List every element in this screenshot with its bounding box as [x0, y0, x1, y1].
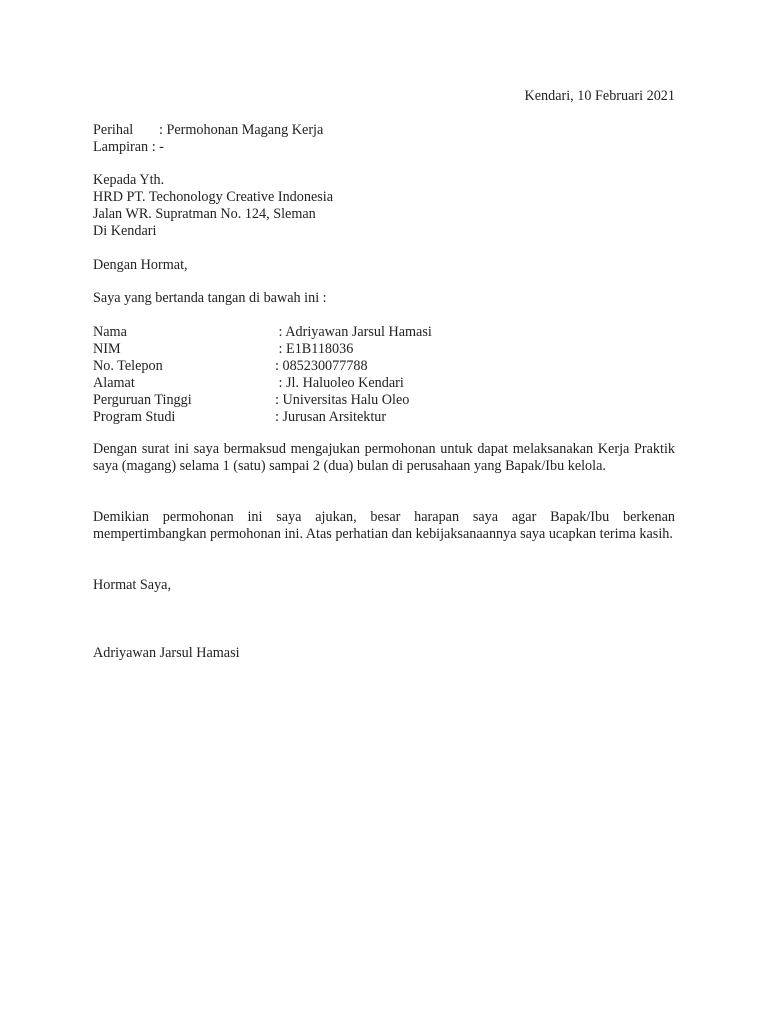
field-row-study-program — [93, 409, 653, 426]
recipient-line-3: Jalan WR. Supratman No. 124, Sleman — [93, 206, 316, 222]
field-value: : Adriyawan Jarsul Hamasi — [275, 324, 432, 340]
field-label: Alamat — [93, 375, 135, 391]
signature-name: Adriyawan Jarsul Hamasi — [93, 645, 240, 661]
field-value: : E1B118036 — [275, 341, 354, 357]
body-paragraph-2: Demikian permohonan ini saya ajukan, besar harapan saya agar Bapak/Ibu berkenan mempertimbangkan permohonan ini. Atas perhatian dan kebijaksanaannya saya ucapkan terima kasih. — [93, 509, 675, 543]
field-value: : Jl. Haluoleo Kendari — [275, 375, 404, 391]
field-label: No. Telepon — [93, 358, 163, 374]
field-value: : Jurusan Arsitektur — [275, 409, 387, 425]
recipient-line-4: Di Kendari — [93, 223, 157, 239]
attachment-line: Lampiran : - — [93, 139, 164, 155]
field-row-nim — [93, 341, 653, 358]
subject-label: Perihal — [93, 122, 134, 138]
field-value: : Universitas Halu Oleo — [275, 392, 410, 408]
subject-line — [93, 122, 323, 139]
closing: Hormat Saya, — [93, 577, 172, 593]
field-label: Perguruan Tinggi — [93, 392, 192, 408]
field-row-address — [93, 375, 653, 392]
field-row-university — [93, 392, 653, 409]
subject-value: : Permohonan Magang Kerja — [159, 122, 324, 138]
place-date: Kendari, 10 Februari 2021 — [524, 88, 675, 104]
recipient-line-1: Kepada Yth. — [93, 172, 165, 188]
field-label: Program Studi — [93, 409, 176, 425]
recipient-line-2: HRD PT. Techonology Creative Indonesia — [93, 189, 334, 205]
field-label: NIM — [93, 341, 121, 357]
greeting: Dengan Hormat, — [93, 257, 188, 273]
field-row-phone — [93, 358, 653, 375]
intro-line: Saya yang bertanda tangan di bawah ini : — [93, 290, 327, 306]
field-label: Nama — [93, 324, 127, 340]
body-paragraph-1: Dengan surat ini saya bermaksud mengajukan permohonan untuk dapat melaksanakan Kerja Praktik saya (magang) selama 1 (satu) sampai 2 (dua) bulan di perusahaan yang Bapak/Ibu kelola. — [93, 441, 675, 475]
field-row-name — [93, 324, 653, 341]
field-value: : 085230077788 — [275, 358, 368, 374]
